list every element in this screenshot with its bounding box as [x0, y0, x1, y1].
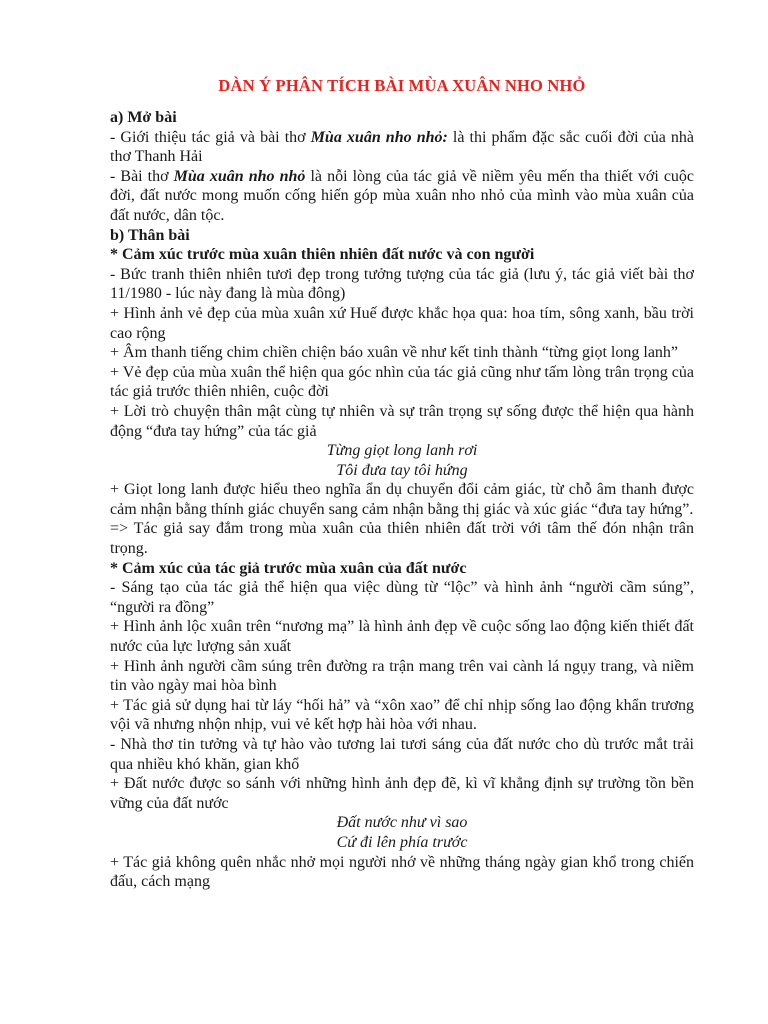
sub2-heading: * Cảm xúc của tác giả trước mùa xuân của đất nước — [110, 559, 467, 577]
sub2-point: - Nhà thơ tin tưởng và tự hào vào tương lai tươi sáng của đất nước cho dù trước mắt trải qua nhiều khó khăn, gian khổ — [110, 736, 694, 773]
poem-line: Tôi đưa tay tôi hứng — [336, 461, 468, 479]
sub1-heading: * Cảm xúc trước mùa xuân thiên nhiên đất nước và con người — [110, 246, 535, 264]
text-span: - Giới thiệu tác giả và bài thơ — [110, 128, 311, 146]
section-mo-bai — [110, 108, 694, 226]
poem-title-emphasis: Mùa xuân nho nhỏ: — [310, 128, 448, 146]
text-span: là nỗi lòng của tác giả về niềm yêu mến tha thiết với cuộc đời, đất nước mong muốn cống hiến góp mùa xuân nho nhỏ của mình vào mùa xuân của đất nước, dân tộc. — [110, 167, 695, 224]
poem-title-emphasis: Mùa xuân nho nhỏ — [173, 167, 306, 185]
sub2-point: + Hình ảnh lộc xuân trên “nương mạ” là hình ảnh đẹp về cuộc sống lao động kiến thiết đất nước của lực lượng sản xuất — [110, 618, 694, 656]
document-title: DÀN Ý PHÂN TÍCH BÀI MÙA XUÂN NHO NHỎ — [218, 76, 586, 95]
sub2-analysis: + Tác giả không quên nhắc nhở mọi người nhớ về những tháng ngày gian khổ trong chiến đấu, cách mạng — [110, 853, 694, 891]
mo-bai-paragraph-1 — [110, 128, 694, 167]
sub1-point: + Hình ảnh vẻ đẹp của mùa xuân xứ Huế được khắc họa qua: hoa tím, sông xanh, bầu trời cao rộng — [110, 304, 694, 342]
section-than-bai — [110, 226, 694, 892]
poem-line: Từng giọt long lanh rơi — [326, 442, 478, 460]
sub1-conclusion: => Tác giả say đắm trong mùa xuân của thiên nhiên đất trời với tâm thế đón nhận trân trọng. — [110, 520, 694, 558]
mo-bai-paragraph-2 — [110, 167, 694, 226]
document-page — [110, 74, 694, 892]
sub2-point: + Tác giả sử dụng hai từ láy “hối hả” và “xôn xao” để chỉ nhịp sống lao động khẩn trương vội vã nhưng nhộn nhịp, vui vẻ kết hợp hài hòa với nhau. — [110, 696, 694, 734]
sub1-point: - Bức tranh thiên nhiên tươi đẹp trong tưởng tượng của tác giả (lưu ý, tác giả viết bài thơ 11/1980 - lúc này đang là mùa đông) — [110, 265, 694, 303]
sub1-analysis: + Giọt long lanh được hiểu theo nghĩa ẩn dụ chuyển đổi cảm giác, từ chỗ âm thanh được cảm nhận bằng thính giác chuyển sang cảm nhận bằng thị giác và xúc giác “đưa tay hứng”. — [110, 481, 694, 518]
sub1-point: + Lời trò chuyện thân mật cùng tự nhiên và sự trân trọng sự sống được thể hiện qua hành động “đưa tay hứng” của tác giả — [110, 402, 694, 440]
than-bai-heading: b) Thân bài — [110, 226, 190, 244]
sub2-point: + Hình ảnh người cầm súng trên đường ra trận mang trên vai cành lá ngụy trang, và niềm tin vào ngày mai hòa bình — [110, 657, 694, 695]
text-span: - Bài thơ — [110, 167, 174, 185]
sub1-point: + Âm thanh tiếng chim chiền chiện báo xuân về như kết tinh thành “từng giọt long lanh” — [110, 344, 679, 362]
poem-line: Cứ đi lên phía trước — [336, 833, 468, 851]
mo-bai-heading: a) Mở bài — [110, 109, 177, 126]
poem-line: Đất nước như vì sao — [336, 814, 468, 832]
sub2-point: + Đất nước được so sánh với những hình ảnh đẹp đẽ, kì vĩ khẳng định sự trường tồn bền vững của đất nước — [110, 775, 694, 812]
text-span: là thi phẩm đặc sắc cuối đời của nhà thơ Thanh Hải — [110, 128, 695, 166]
sub2-point: - Sáng tạo của tác giả thể hiện qua việc dùng từ “lộc” và hình ảnh “người cầm súng”, “người ra đồng” — [110, 579, 694, 616]
sub1-point: + Vẻ đẹp của mùa xuân thể hiện qua góc nhìn của tác giả cũng như tấm lòng trân trọng của tác giả trước thiên nhiên, cuộc đời — [110, 363, 694, 401]
